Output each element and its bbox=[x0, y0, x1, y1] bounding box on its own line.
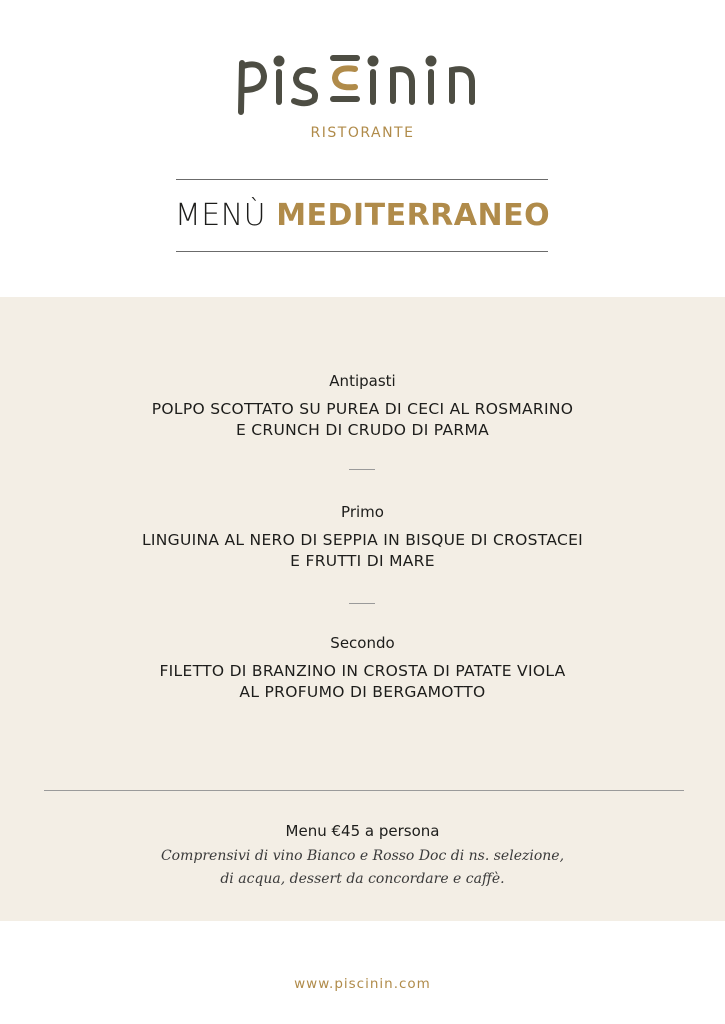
piscinin-logo-mark bbox=[0, 38, 725, 118]
menu-title bbox=[0, 196, 725, 236]
course-dish-line2: E CRUNCH DI CRUDO DI PARMA bbox=[235, 421, 490, 439]
course-label: Antipasti bbox=[329, 372, 396, 390]
course-dish-line2: AL PROFUMO DI BERGAMOTTO bbox=[239, 683, 486, 701]
menu-title-light: MENÙ bbox=[174, 198, 267, 233]
brand-subtitle: RISTORANTE bbox=[310, 125, 415, 141]
course-label: Primo bbox=[341, 503, 384, 521]
menu-title-bold: MEDITERRANEO bbox=[276, 198, 551, 233]
course-dish-line1: FILETTO DI BRANZINO IN CROSTA DI PATATE VIOLA bbox=[159, 662, 566, 680]
course-dish-line2: E FRUTTI DI MARE bbox=[290, 552, 435, 570]
menu-note-line2: di acqua, dessert da concordare e caffè. bbox=[220, 871, 505, 887]
course-dish-line1: LINGUINA AL NERO DI SEPPIA IN BISQUE DI CROSTACEI bbox=[141, 531, 584, 549]
course-dish-line1: POLPO SCOTTATO SU PUREA DI CECI AL ROSMARINO bbox=[151, 400, 574, 418]
menu-note-line1: Comprensivi di vino Bianco e Rosso Doc di ns. selezione, bbox=[160, 848, 565, 864]
brand-logo bbox=[0, 38, 725, 118]
title-rule-bottom bbox=[176, 251, 548, 252]
price-divider bbox=[44, 790, 684, 791]
menu-price: Menu €45 a persona bbox=[285, 822, 440, 840]
course-separator bbox=[349, 603, 375, 604]
course-antipasti bbox=[0, 371, 725, 441]
course-label: Secondo bbox=[330, 634, 395, 652]
course-secondo bbox=[0, 633, 725, 703]
menu-panel bbox=[0, 297, 725, 921]
course-separator bbox=[349, 469, 375, 470]
website-link[interactable]: www.piscinin.com bbox=[294, 976, 431, 992]
course-primo bbox=[0, 502, 725, 572]
title-rule-top bbox=[176, 179, 548, 180]
menu-note bbox=[0, 845, 725, 891]
